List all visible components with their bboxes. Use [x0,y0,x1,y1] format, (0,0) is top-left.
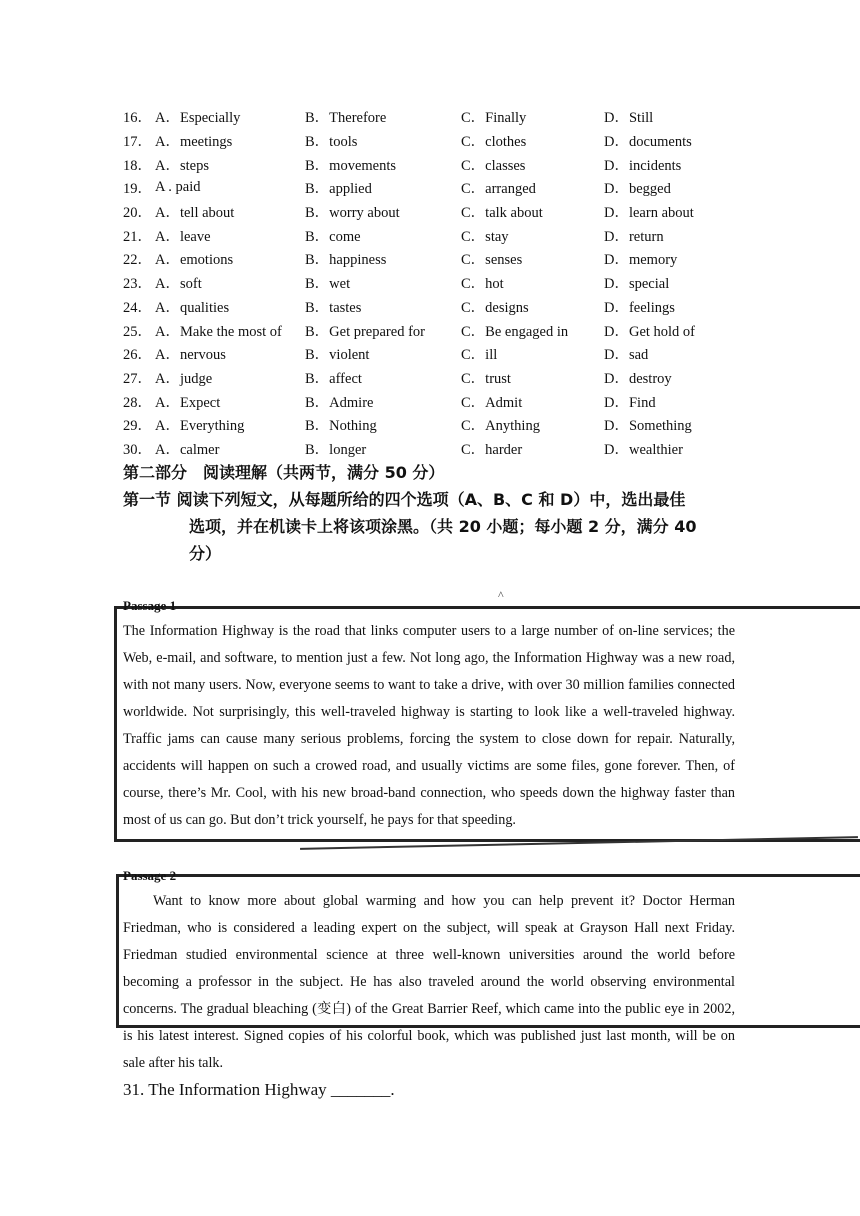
question-31: 31. The Information Highway _______. [123,1080,395,1099]
option-row [123,318,743,342]
option-row [123,247,743,271]
option-d: D．incidents [604,157,682,174]
passage2-label: Passage 2 [123,868,177,883]
option-d: D．sad [604,347,649,364]
option-b: B．come [305,228,361,245]
option-b: B．movements [305,157,397,174]
passage1-text: The Information Highway is the road that links computer users to a large number of on-line services; the Web, e-mail, and software, to mention just a few. Not long ago, the Information Highway was a new road, with not many users. Now, everyone seems to want to take a drive, with over 30 million families connected worldwide. Not surprisingly, this well-traveled highway is starting to look like a well-traveled highway. Traffic jams can cause many serious problems, forcing the system to close down for repair. Naturally, accidents will happen on such a crowed road, and usually victims are some files, gone forever. Then, of course, there’s Mr. Cool, with his new broad-band connection, who speeds down the highway faster than most of us can go. But don’t trick yourself, he pays for that speeding. [123,623,735,828]
option-c: C．classes [461,157,526,174]
option-a: A．Especially [155,110,241,127]
option-a: A . paid [155,179,201,196]
passage1-label: Passage 1 [123,598,177,613]
option-row [123,129,743,153]
option-d: D．feelings [604,299,675,316]
option-row [123,389,743,413]
passage2-text: Want to know more about global warming and how you can help prevent it? Doctor Herman Friedman, who is considered a leading expert on the subject, will speak at Grayson Hall next Friday. Friedman studied environmental science at three well-known universities around the world before becoming a professor in the subject. He has also traveled around the world observing environmental concerns. The gradual bleaching (变白) of the Great Barrier Reef, which came into the public eye in 2002, is his latest interest. Signed copies of his colorful book, which was published just last month, will be on sale after his talk. [123,893,735,1071]
option-row [123,413,743,437]
option-d: D．Find [604,394,656,411]
option-d: D．memory [604,252,678,269]
question-number: 29． [123,418,152,435]
question-number: 24． [123,299,152,316]
option-row [123,105,743,129]
option-c: C．Admit [461,394,523,411]
option-a: A．emotions [155,252,234,269]
option-b: B．applied [305,181,372,198]
option-b: B．happiness [305,252,387,269]
option-c: C．talk about [461,205,543,222]
option-a: A．steps [155,157,209,174]
question-number: 20． [123,205,152,222]
option-b: B．Get prepared for [305,323,425,340]
question-number: 17． [123,134,152,151]
option-c: C．harder [461,441,523,458]
option-c: C．senses [461,252,523,269]
option-d: D．documents [604,134,692,151]
option-row [123,176,743,200]
option-c: C．ill [461,347,498,364]
option-row [123,223,743,247]
option-c: C．designs [461,299,529,316]
option-b: B．Nothing [305,418,377,435]
question-number: 18． [123,157,152,174]
option-c: C．Anything [461,418,540,435]
option-b: B．wet [305,276,351,293]
option-a: A．meetings [155,134,233,151]
question-number: 25． [123,323,152,340]
question-number: 16． [123,110,152,127]
question-number: 26． [123,347,152,364]
option-b: B．affect [305,370,362,387]
option-d: D．special [604,276,670,293]
option-row [123,271,743,295]
question-number: 28． [123,394,152,411]
option-d: D．begged [604,181,671,198]
option-a: A．nervous [155,347,226,364]
section-instructions [123,486,738,567]
option-row [123,342,743,366]
option-d: D．Something [604,418,692,435]
options-table [123,105,743,460]
option-d: D．Still [604,110,654,127]
scan-mark: ^ [498,588,504,602]
option-d: D．destroy [604,370,672,387]
option-d: D．learn about [604,205,694,222]
instructions-line-1: 第一节 阅读下列短文，从每题所给的四个选项（A、B、C 和 D）中，选出最佳 [123,490,686,509]
question-number: 23． [123,276,152,293]
question-number: 30． [123,441,152,458]
option-b: B．violent [305,347,370,364]
option-row [123,200,743,224]
option-c: C．hot [461,276,504,293]
option-a: A．Expect [155,394,221,411]
option-row [123,295,743,319]
instructions-line-2: 选项，并在机读卡上将该项涂黑。（共 20 小题；每小题 2 分，满分 40 [189,517,697,536]
instructions-line-3: 分） [189,544,222,563]
option-b: B．Therefore [305,110,387,127]
option-c: C．Be engaged in [461,323,569,340]
option-a: A．qualities [155,299,230,316]
option-a: A．calmer [155,441,220,458]
question-number: 19． [123,181,152,198]
option-d: D．return [604,228,664,245]
option-a: A．Everything [155,418,245,435]
option-b: B．longer [305,441,367,458]
scan-line [300,836,858,850]
question-number: 27． [123,370,152,387]
option-c: C．stay [461,228,509,245]
section-title: 第二部分 阅读理解（共两节，满分 50 分） [123,463,445,482]
option-b: B．tools [305,134,358,151]
option-row [123,152,743,176]
option-d: D．Get hold of [604,323,696,340]
option-b: B．Admire [305,394,374,411]
option-b: B．tastes [305,299,362,316]
option-c: C．Finally [461,110,527,127]
option-a: A．soft [155,276,202,293]
option-a: A．judge [155,370,213,387]
option-a: A．tell about [155,205,235,222]
option-b: B．worry about [305,205,400,222]
question-number: 22． [123,252,152,269]
option-c: C．trust [461,370,511,387]
option-c: C．clothes [461,134,527,151]
option-row [123,437,743,461]
option-a: A．Make the most of [155,323,282,340]
option-a: A．leave [155,228,211,245]
question-number: 21． [123,228,152,245]
option-row [123,366,743,390]
option-d: D．wealthier [604,441,683,458]
option-c: C．arranged [461,181,536,198]
